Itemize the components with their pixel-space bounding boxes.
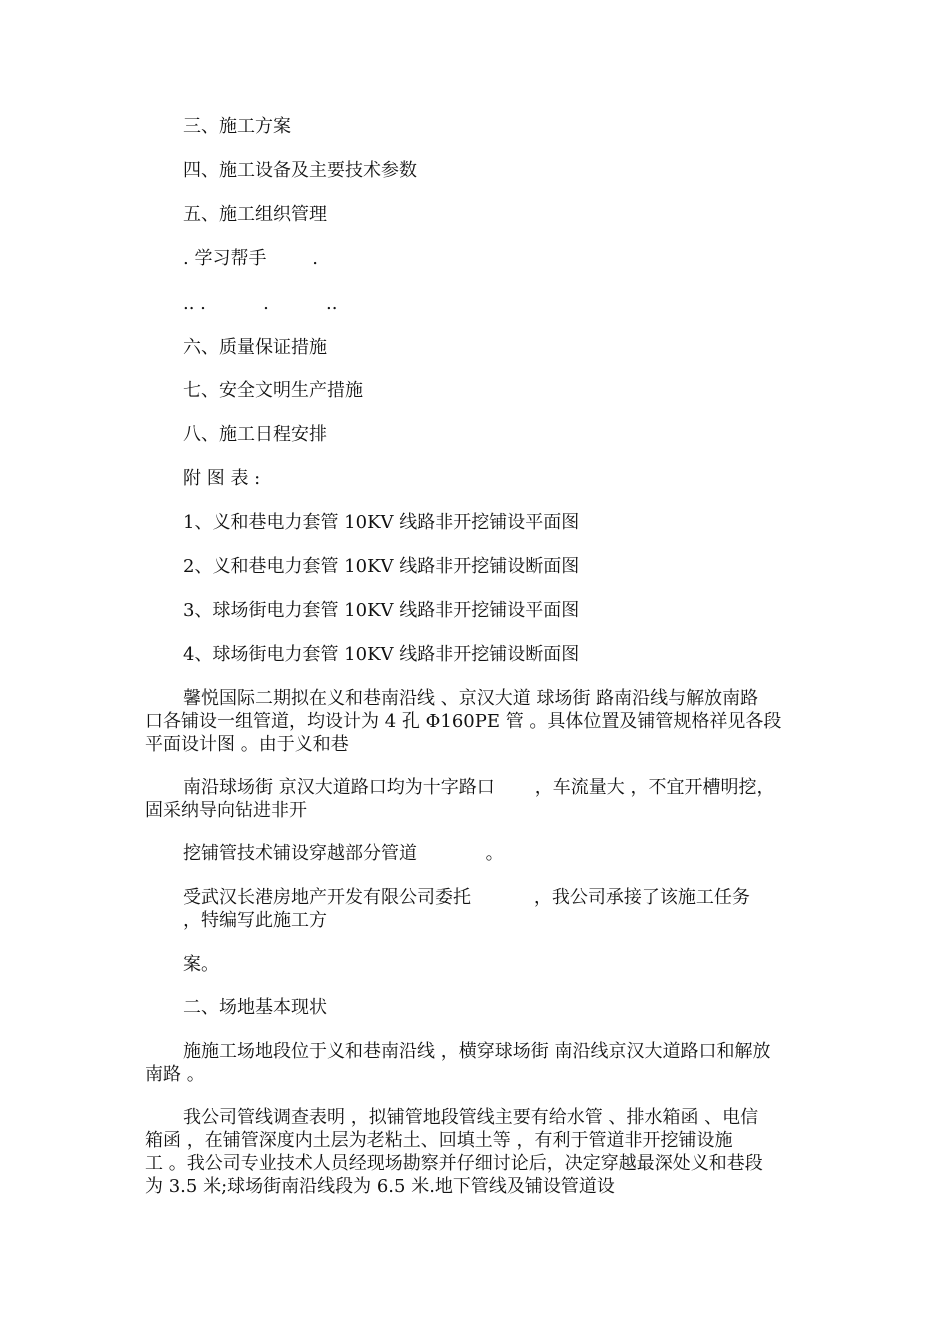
footer-text-b: .. . . ..	[183, 293, 338, 314]
toc-item-5: 五、施工组织管理	[183, 204, 327, 225]
paragraph-line: 南路 。	[145, 1064, 205, 1085]
paragraph-line: 我公司管线调查表明 ，拟铺管地段管线主要有给水管 、排水箱函 、电信	[183, 1107, 759, 1128]
paragraph-line: 固采纳导向钻进非开	[145, 800, 307, 821]
paragraph-line: 受武汉长港房地产开发有限公司委托 ，我公司承接了该施工任务	[183, 887, 750, 908]
paragraph-line: 平面设计图 。由于义和巷	[145, 734, 349, 755]
footer-text-a: . 学习帮手 .	[183, 248, 318, 269]
paragraph-line: 案。	[183, 954, 219, 975]
appendix-item: 4、球场街电力套管 10KV 线路非开挖铺设断面图	[183, 644, 580, 665]
toc-item-6: 六、质量保证措施	[183, 337, 327, 358]
paragraph-line: 口各铺设一组管道，均设计为 4 孔 Φ160PE 管 。具体位置及铺管规格祥见各段	[145, 711, 782, 732]
paragraph-line: ，特编写此施工方	[183, 910, 327, 931]
toc-item-7: 七、安全文明生产措施	[183, 380, 363, 401]
appendix-item: 1、义和巷电力套管 10KV 线路非开挖铺设平面图	[183, 512, 580, 533]
appendix-item: 2、义和巷电力套管 10KV 线路非开挖铺设断面图	[183, 556, 580, 577]
appendix-heading: 附 图 表 :	[183, 468, 261, 489]
toc-item-4: 四、施工设备及主要技术参数	[183, 160, 417, 181]
paragraph-line: 施施工场地段位于义和巷南沿线 ，横穿球场街 南沿线京汉大道路口和解放	[183, 1041, 771, 1062]
paragraph-line: 为 3.5 米;球场街南沿线段为 6.5 米.地下管线及铺设管道设	[145, 1176, 615, 1197]
paragraph-line: 馨悦国际二期拟在义和巷南沿线 、京汉大道 球场街 路南沿线与解放南路	[183, 688, 759, 709]
section-heading: 二、场地基本现状	[183, 997, 327, 1018]
toc-item-8: 八、施工日程安排	[183, 424, 327, 445]
paragraph-line: 工 。我公司专业技术人员经现场勘察并仔细讨论后，决定穿越最深处义和巷段	[145, 1153, 763, 1174]
paragraph-line: 挖铺管技术铺设穿越部分管道 。	[183, 843, 504, 864]
paragraph-line: 箱函 ，在铺管深度内土层为老粘土、回填土等 ，有利于管道非开挖铺设施	[145, 1130, 733, 1151]
appendix-item: 3、球场街电力套管 10KV 线路非开挖铺设平面图	[183, 600, 580, 621]
toc-item-3: 三、施工方案	[183, 116, 291, 137]
paragraph-line: 南沿球场街 京汉大道路口均为十字路口 ，车流量大 ，不宜开槽明挖，	[183, 777, 775, 798]
